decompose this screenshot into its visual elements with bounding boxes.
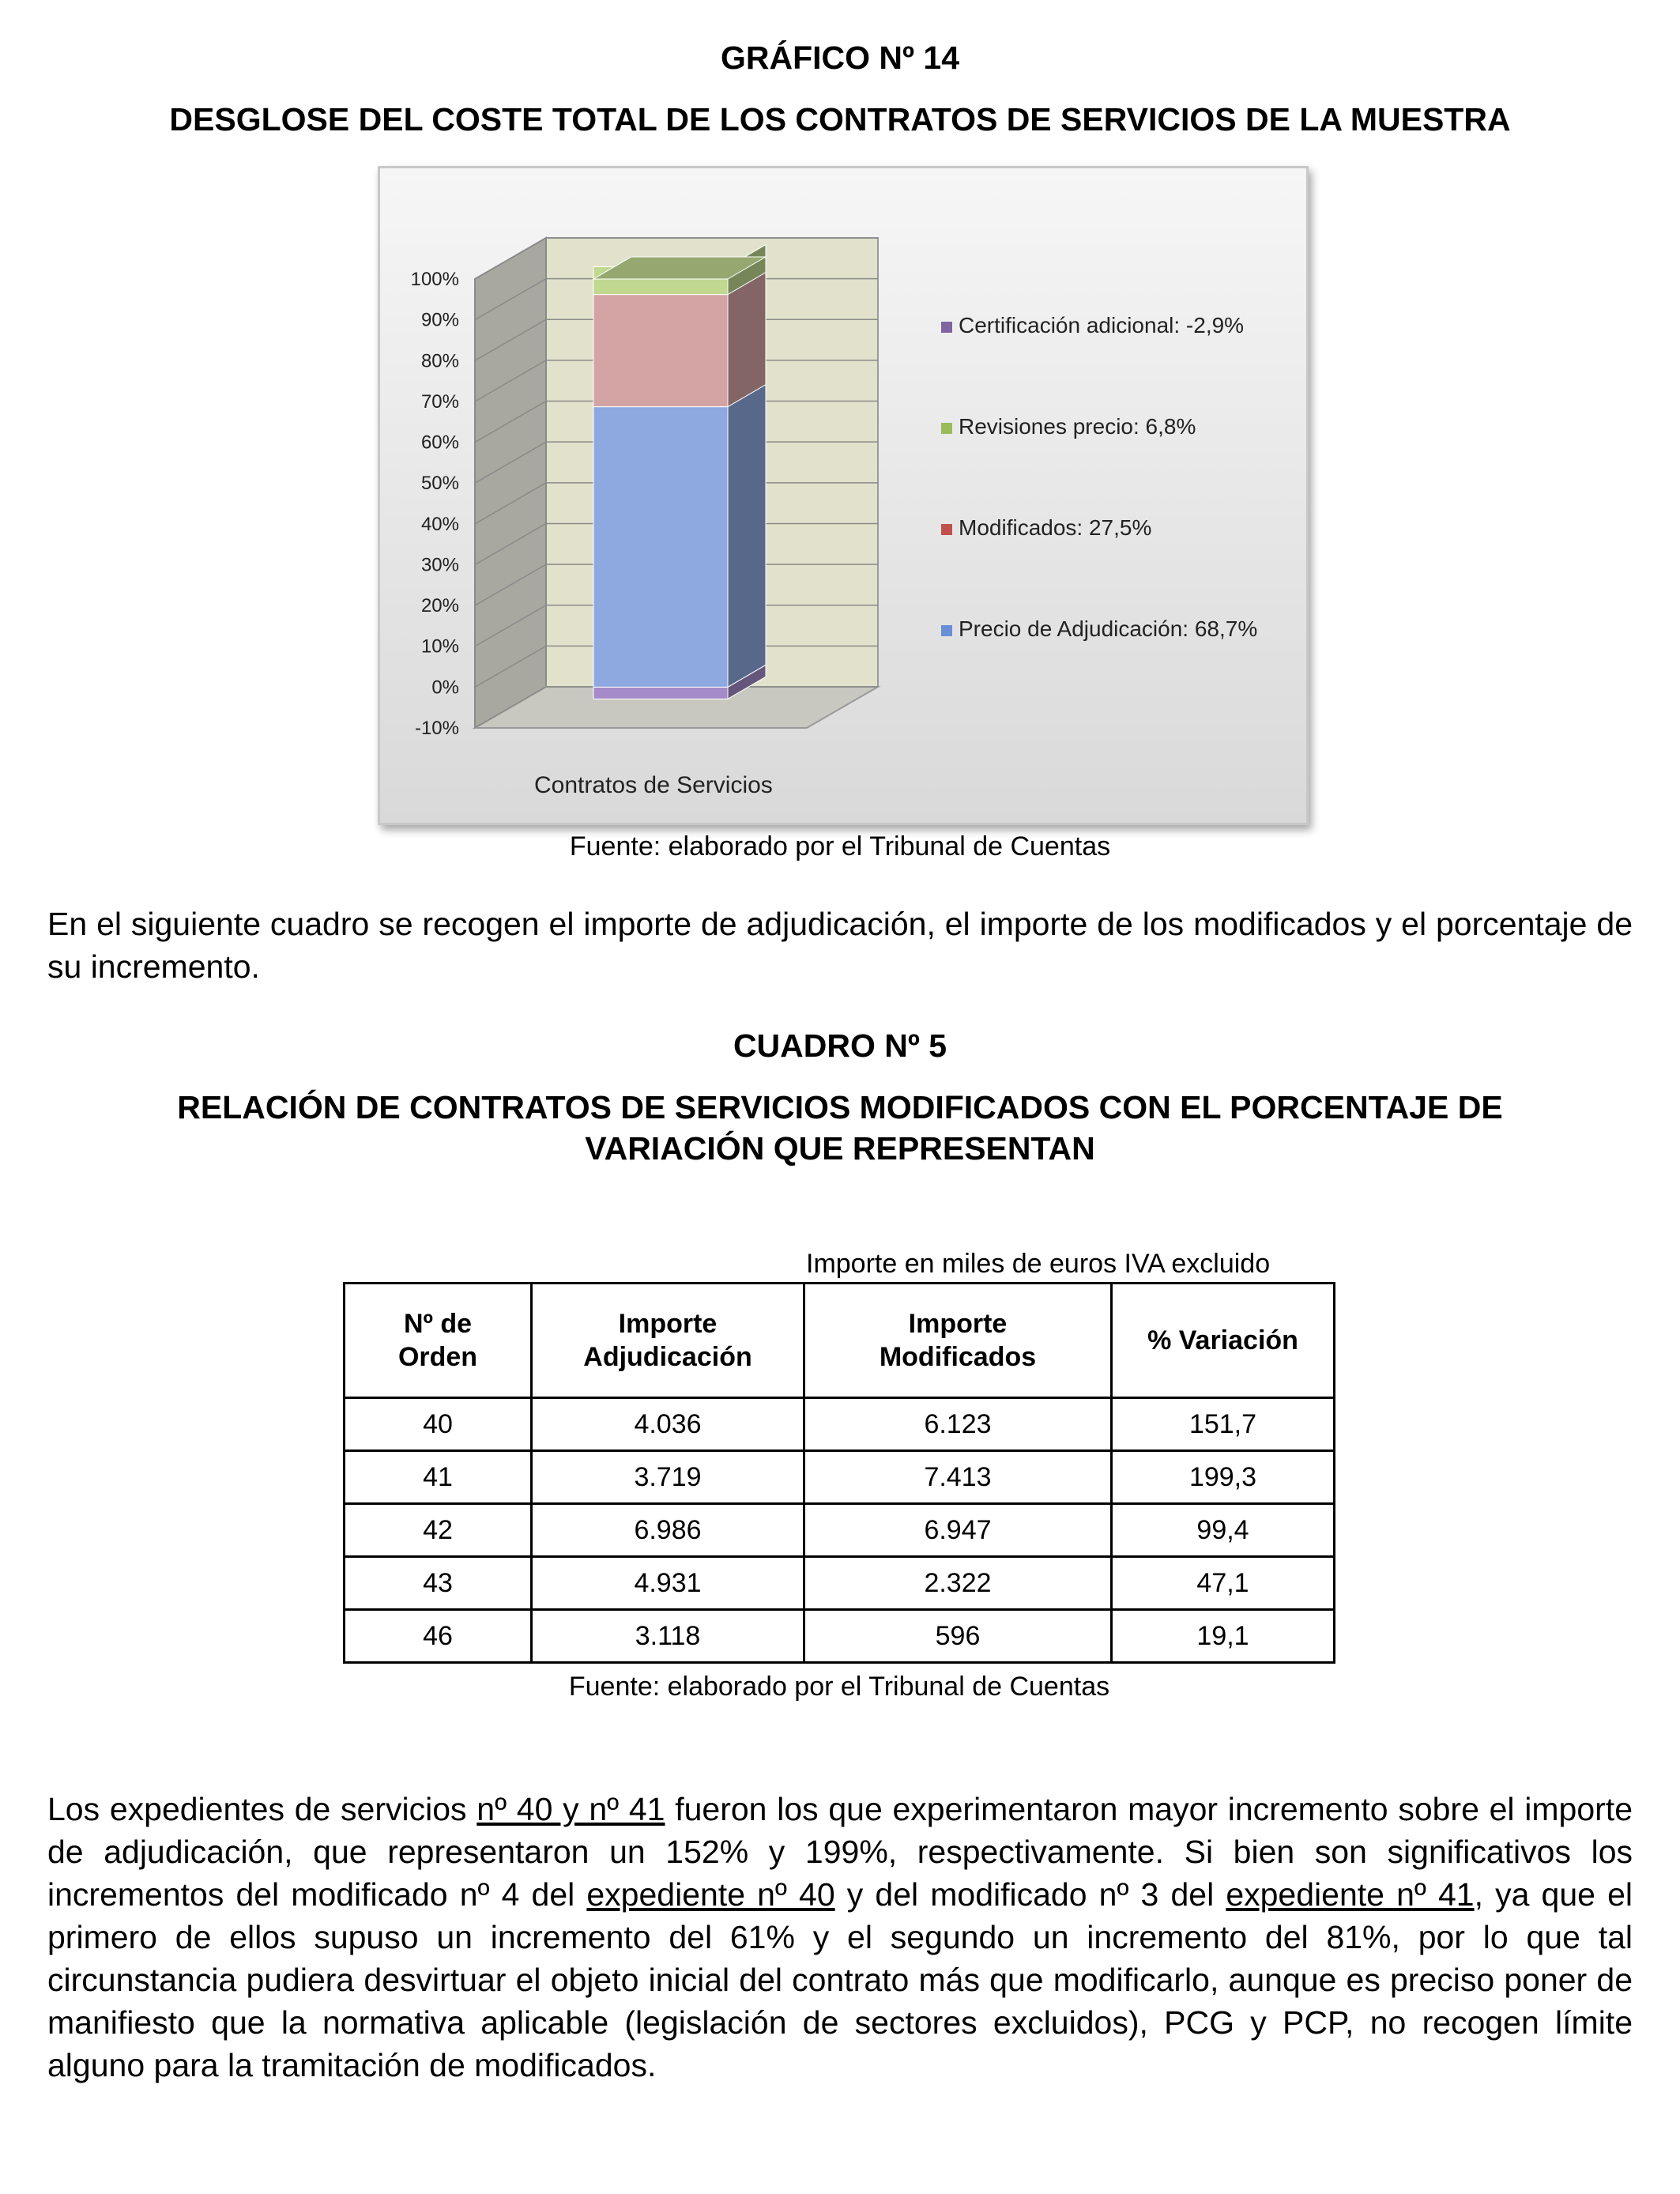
closing-underline-1: nº 40 y nº 41 (477, 1791, 665, 1827)
table-subtitle-line2: VARIACIÓN QUE REPRESENTAN (585, 1130, 1095, 1167)
y-tick-label: 80% (420, 350, 459, 372)
table-cell: 99,4 (1112, 1504, 1335, 1557)
chart-frame (378, 166, 1309, 825)
bar-segment-0-side (728, 385, 766, 688)
table-header-row (345, 1284, 1335, 1398)
y-tick-label: 100% (410, 269, 459, 290)
bar-segment-0 (593, 407, 728, 688)
closing-text-2: fueron los que experimentaron mayor incremento sobre el importe de adjudicación, que representaron un 152% y 199%, respectivamente. Si bien son significativos los incrementos del modificado nº 4 del (47, 1791, 1633, 1913)
table-row (345, 1504, 1335, 1557)
table-cell: 46 (345, 1610, 532, 1663)
legend-label: Certificación adicional: -2,9% (959, 313, 1245, 337)
y-tick-label: 30% (420, 554, 459, 576)
table-cell: 43 (345, 1557, 532, 1610)
table-cell: 3.719 (532, 1451, 804, 1504)
table-cell: 596 (804, 1610, 1112, 1663)
data-table-wrap (343, 1282, 1335, 1702)
table-row (345, 1451, 1335, 1504)
table-cell: 151,7 (1112, 1398, 1335, 1451)
table-subtitle-line1: RELACIÓN DE CONTRATOS DE SERVICIOS MODIFICADOS CON EL PORCENTAJE DE (177, 1089, 1503, 1125)
closing-text-1: Los expedientes de servicios (47, 1791, 477, 1827)
y-tick-label: 70% (420, 390, 459, 413)
table-cell: 4.931 (532, 1557, 804, 1610)
legend-swatch (941, 524, 952, 535)
legend-label: Modificados: 27,5% (959, 515, 1152, 540)
graph-subtitle: DESGLOSE DEL COSTE TOTAL DE LOS CONTRATOS DE SERVICIOS DE LA MUESTRA (169, 101, 1511, 138)
y-tick-label: 90% (420, 309, 459, 331)
table-cell: 19,1 (1112, 1610, 1335, 1663)
table-cell: 2.322 (804, 1557, 1112, 1610)
y-tick-label: 60% (420, 432, 459, 454)
table-cell: 3.118 (532, 1610, 804, 1663)
closing-paragraph (47, 1788, 1633, 2087)
intro-paragraph: En el siguiente cuadro se recogen el importe de adjudicación, el importe de los modificados y el porcentaje de su incremento. (47, 906, 1633, 985)
table-cell: 40 (345, 1398, 532, 1451)
table-row (345, 1557, 1335, 1610)
y-tick-label: 40% (420, 513, 459, 535)
graph-title: GRÁFICO Nº 14 (720, 40, 959, 76)
table-cell: 6.986 (532, 1504, 804, 1557)
bar-segment-1-side (728, 273, 766, 407)
legend-swatch (941, 625, 952, 636)
data-table (343, 1282, 1335, 1664)
header-orden: Nº de Orden (345, 1284, 532, 1398)
table-body (345, 1398, 1335, 1663)
y-tick-label: 10% (420, 635, 459, 658)
table-row (345, 1398, 1335, 1451)
legend-swatch (941, 322, 952, 333)
y-tick-label: 20% (420, 595, 459, 617)
table-units: Importe en miles de euros IVA excluido (806, 1249, 1271, 1279)
header-modificados: Importe Modificados (804, 1284, 1112, 1398)
table-cell: 6.123 (804, 1398, 1112, 1451)
y-tick-label: -10% (414, 718, 459, 739)
legend-swatch (941, 423, 952, 434)
table-source: Fuente: elaborado por el Tribunal de Cuentas (568, 1672, 1110, 1702)
header-adjudicacion: Importe Adjudicación (532, 1284, 804, 1398)
legend-label: Precio de Adjudicación: 68,7% (959, 616, 1258, 641)
closing-text-3: y del modificado nº 3 del (834, 1876, 1226, 1913)
closing-underline-3: expediente nº 41 (1226, 1876, 1475, 1913)
bar-certificacion (593, 687, 728, 699)
y-tick-label: 0% (431, 677, 459, 699)
table-title: CUADRO Nº 5 (733, 1027, 947, 1064)
table-row (345, 1610, 1335, 1663)
graph-source: Fuente: elaborado por el Tribunal de Cuentas (569, 831, 1111, 861)
table-cell: 7.413 (804, 1451, 1112, 1504)
table-cell: 42 (345, 1504, 532, 1557)
legend-label: Revisiones precio: 6,8% (959, 414, 1196, 439)
table-cell: 41 (345, 1451, 532, 1504)
table-cell: 199,3 (1112, 1451, 1335, 1504)
stacked-bar-chart (380, 168, 1306, 823)
table-cell: 4.036 (532, 1398, 804, 1451)
y-tick-label: 50% (420, 473, 459, 495)
table-cell: 6.947 (804, 1504, 1112, 1557)
table-cell: 47,1 (1112, 1557, 1335, 1610)
chart-side-wall (475, 238, 546, 728)
closing-text-4: , ya que el primero de ellos supuso un incremento del 61% y el segundo un incremento del 81%, por lo que tal circunstancia pudiera desvirtuar el objeto inicial del contrato más que modificarlo, aunque es preciso poner de manifiesto que la normativa aplicable (legislación de sectores excluidos), PCG y PCP, no recogen límite alguno para la tramitación de modificados. (47, 1876, 1633, 2083)
bar-segment-1 (593, 295, 728, 407)
header-variacion: % Variación (1112, 1284, 1335, 1398)
category-label: Contratos de Servicios (534, 772, 773, 798)
closing-underline-2: expediente nº 40 (586, 1876, 835, 1913)
